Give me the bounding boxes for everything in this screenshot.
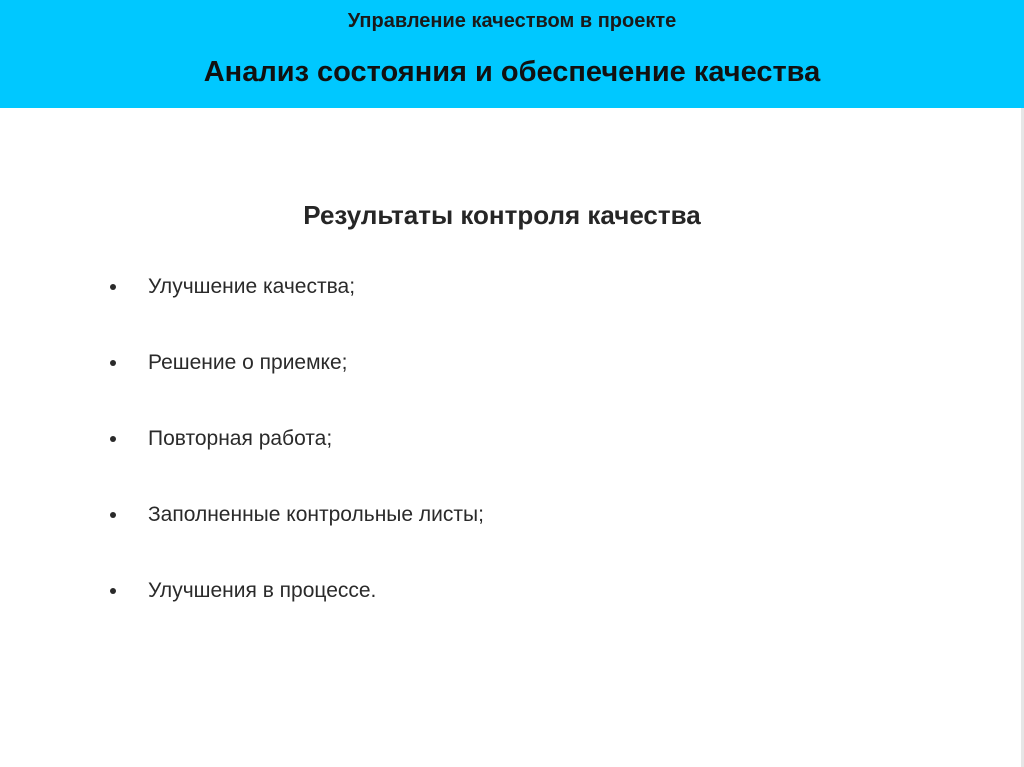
list-item-text: Решение о приемке; xyxy=(148,351,348,374)
header-title: Анализ состояния и обеспечение качества xyxy=(203,56,821,88)
list-item xyxy=(108,344,484,382)
list-item xyxy=(108,268,484,306)
header-subtitle: Управление качеством в проекте xyxy=(347,10,677,32)
bullet-icon xyxy=(108,358,118,368)
bullet-icon xyxy=(108,586,118,596)
list-item xyxy=(108,496,484,534)
list-item xyxy=(108,572,484,610)
bullet-icon xyxy=(108,434,118,444)
content-title: Результаты контроля качества xyxy=(303,200,701,230)
slide-header xyxy=(0,0,1024,108)
bullet-list xyxy=(108,268,484,648)
bullet-icon xyxy=(108,510,118,520)
list-item-text: Улучшения в процессе. xyxy=(148,579,377,602)
list-item-text: Заполненные контрольные листы; xyxy=(148,503,484,526)
list-item-text: Улучшение качества; xyxy=(148,275,356,298)
list-item-text: Повторная работа; xyxy=(148,427,333,450)
bullet-icon xyxy=(108,282,118,292)
list-item xyxy=(108,420,484,458)
